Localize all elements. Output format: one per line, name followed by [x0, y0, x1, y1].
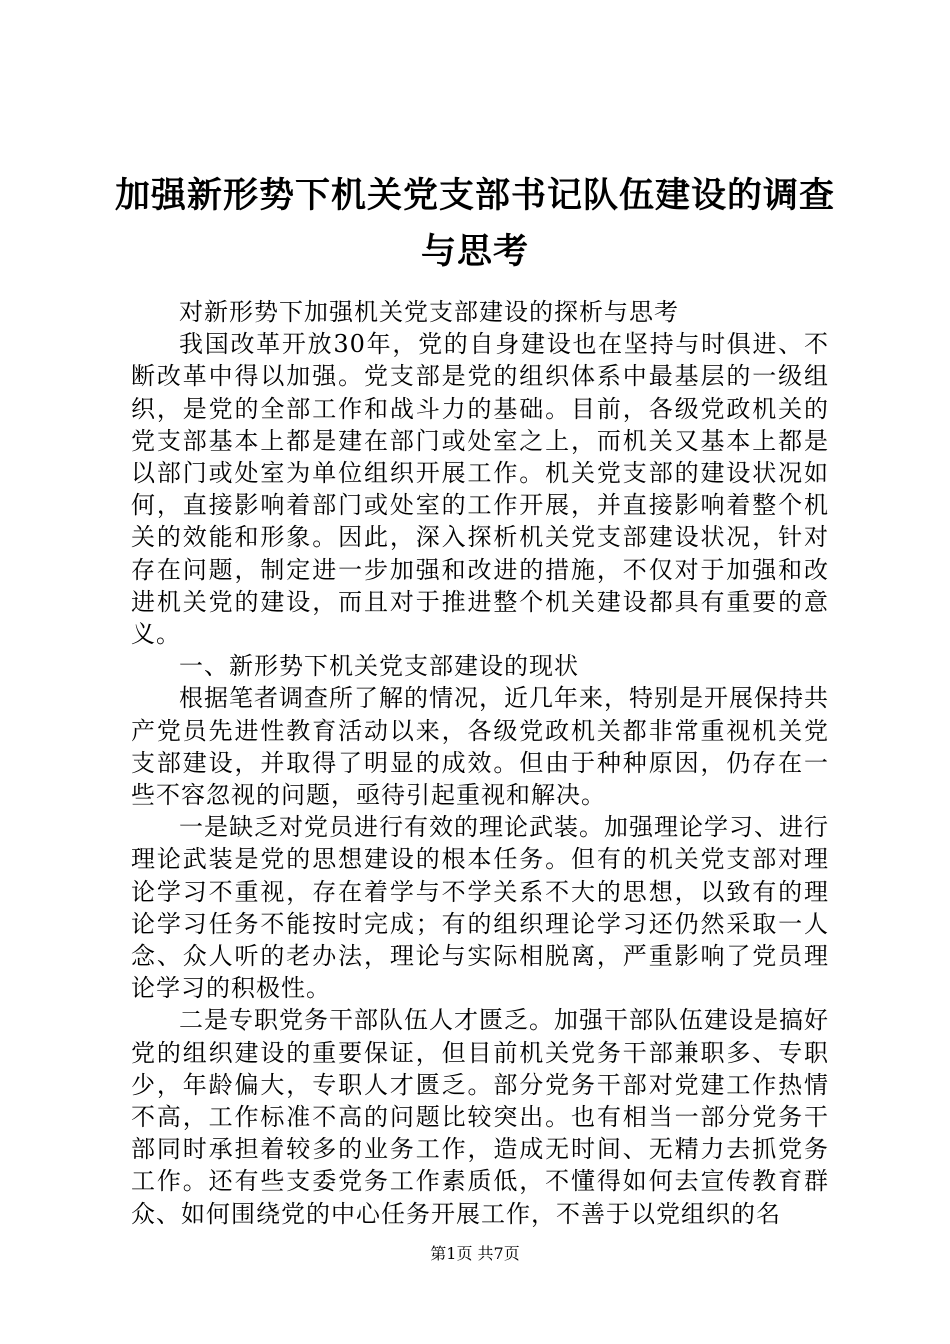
paragraph-point-one: 一是缺乏对党员进行有效的理论武装。加强理论学习、进行理论武装是党的思想建设的根本任务。但有的机关党支部对理论学习不重视，存在着学与不学关系不大的思想，以致有的理论学习任务不能按时完成；有的组织理论学习还仍然采取一人念、众人听的老办法，理论与实际相脱离，严重影响了党员理论学习的积极性。 [131, 813, 829, 1003]
paragraph-intro: 我国改革开放30年，党的自身建设也在坚持与时俱进、不断改革中得以加强。党支部是党的组织体系中最基层的一级组织，是党的全部工作和战斗力的基础。目前，各级党政机关的党支部基本上都是建在部门或处室之上，而机关又基本上都是以部门或处室为单位组织开展工作。机关党支部的建设状况如何，直接影响着部门或处室的工作开展，并直接影响着整个机关的效能和形象。因此，深入探析机关党支部建设状况，针对存在问题，制定进一步加强和改进的措施，不仅对于加强和改进机关党的建设，而且对于推进整个机关建设都具有重要的意义。 [131, 330, 829, 649]
paragraph-current-status: 根据笔者调查所了解的情况，近几年来，特别是开展保持共产党员先进性教育活动以来，各级党政机关都非常重视机关党支部建设，并取得了明显的成效。但由于种种原因，仍存在一些不容忽视的问题，亟待引起重视和解决。 [131, 684, 829, 810]
document-body [131, 296, 829, 1230]
section-heading: 一、新形势下机关党支部建设的现状 [179, 652, 579, 681]
page-number-footer: 第1页 共7页 [430, 1244, 520, 1263]
paragraph-subtitle: 对新形势下加强机关党支部建设的探析与思考 [179, 298, 679, 326]
document-title: 加强新形势下机关党支部书记队伍建设的调查与思考 [114, 176, 835, 272]
paragraph-point-two: 二是专职党务干部队伍人才匮乏。加强干部队伍建设是搞好党的组织建设的重要保证，但目前机关党务干部兼职多、专职少，年龄偏大，专职人才匮乏。部分党务干部对党建工作热情不高，工作标准不高的问题比较突出。也有相当一部分党务干部同时承担着较多的业务工作，造成无时间、无精力去抓党务工作。还有些支委党务工作素质低，不懂得如何去宣传教育群众、如何围绕党的中心任务开展工作，不善于以党组织的名 [131, 1006, 829, 1228]
